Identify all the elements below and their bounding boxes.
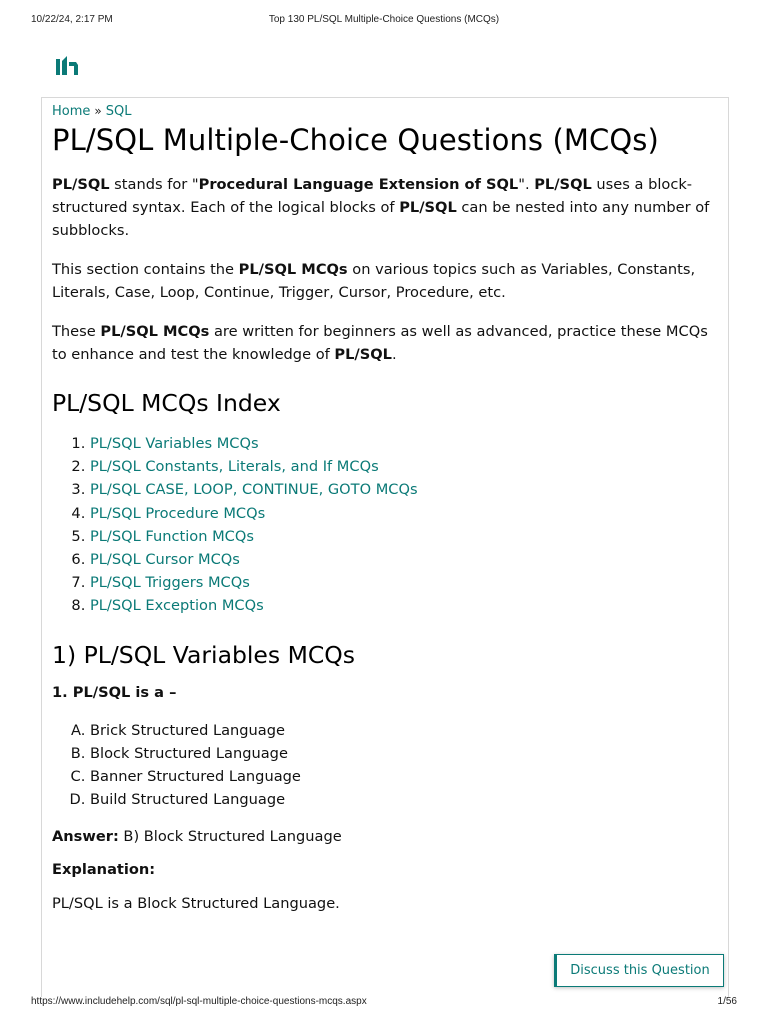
index-link-function[interactable]: PL/SQL Function MCQs xyxy=(90,527,254,545)
index-link-cursor[interactable]: PL/SQL Cursor MCQs xyxy=(90,551,240,569)
intro-paragraph-2: This section contains the PL/SQL MCQs on various topics such as Variables, Constants, Literals, Case, Loop, Continue, Trigger, Cursor, Procedure, etc. xyxy=(52,261,696,301)
section-variables-heading: 1) PL/SQL Variables MCQs xyxy=(52,640,356,669)
index-link-variables[interactable]: PL/SQL Variables MCQs xyxy=(90,435,259,452)
option-b: B. Block Structured Language xyxy=(90,742,718,765)
print-datetime: 10/22/24, 2:17 PM xyxy=(31,14,113,25)
index-item xyxy=(90,525,718,548)
index-item xyxy=(90,455,718,478)
answer-value: B) Block Structured Language xyxy=(118,828,342,846)
option-d: D. Build Structured Language xyxy=(90,788,718,811)
option-a: A. Brick Structured Language xyxy=(90,719,718,742)
index-item xyxy=(90,594,718,617)
index-link-exception[interactable]: PL/SQL Exception MCQs xyxy=(90,597,264,615)
article-card xyxy=(41,97,729,997)
index-item xyxy=(90,502,718,525)
index-item xyxy=(90,571,718,594)
index-link-case-loop[interactable]: PL/SQL CASE, LOOP, CONTINUE, GOTO MCQs xyxy=(90,481,418,499)
index-link-triggers[interactable]: PL/SQL Triggers MCQs xyxy=(90,574,250,592)
index-item xyxy=(90,478,718,501)
index-item xyxy=(90,432,718,455)
breadcrumb-home-link[interactable]: Home xyxy=(52,104,91,119)
option-c: C. Banner Structured Language xyxy=(90,765,718,788)
index-link-constants[interactable]: PL/SQL Constants, Literals, and If MCQs xyxy=(90,458,379,476)
intro-paragraph-3: These PL/SQL MCQs are written for beginners as well as advanced, practice these MCQs to enhance and test the knowledge of PL/SQL. xyxy=(52,323,708,363)
print-page-number: 1/56 xyxy=(717,996,737,1007)
breadcrumb xyxy=(52,104,718,119)
index-heading: PL/SQL MCQs Index xyxy=(52,389,281,417)
page-title: PL/SQL Multiple-Choice Questions (MCQs) xyxy=(52,123,659,157)
discuss-question-button[interactable]: Discuss this Question xyxy=(554,954,724,987)
print-footer xyxy=(0,996,768,1008)
intro-paragraph-1: PL/SQL stands for "Procedural Language Extension of SQL". PL/SQL uses a block-structured syntax. Each of the logical blocks of PL/SQL can be nested into any number of subblocks. xyxy=(52,176,710,239)
answer-options xyxy=(52,719,718,812)
mcq-index-list xyxy=(52,432,718,618)
breadcrumb-separator: » xyxy=(94,104,102,118)
index-link-procedure[interactable]: PL/SQL Procedure MCQs xyxy=(90,504,266,522)
print-url: https://www.includehelp.com/sql/pl-sql-multiple-choice-questions-mcqs.aspx xyxy=(31,996,367,1007)
answer-line xyxy=(52,828,718,845)
explanation-label: Explanation: xyxy=(52,861,156,879)
answer-label: Answer: xyxy=(52,828,119,846)
print-doc-title: Top 130 PL/SQL Multiple-Choice Questions (MCQs) xyxy=(268,14,500,25)
question-text: 1. PL/SQL is a – xyxy=(52,683,177,701)
explanation-text: PL/SQL is a Block Structured Language. xyxy=(52,895,340,913)
includehelp-logo-icon[interactable] xyxy=(54,53,80,75)
print-header xyxy=(0,14,768,28)
breadcrumb-sql-link[interactable]: SQL xyxy=(105,104,132,119)
index-item xyxy=(90,548,718,571)
